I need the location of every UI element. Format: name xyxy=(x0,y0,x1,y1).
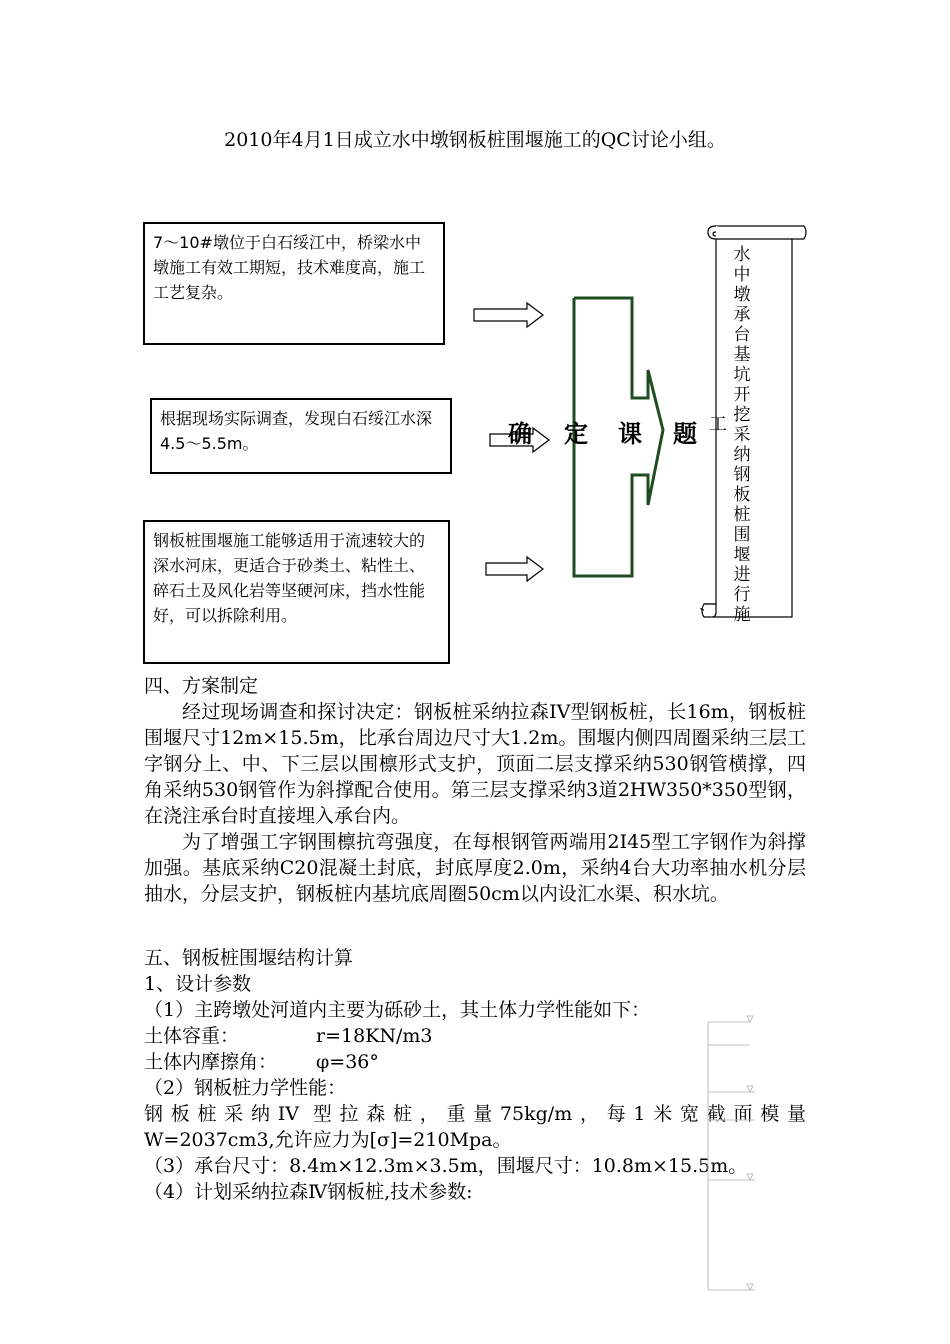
soil-friction-value: φ=36° xyxy=(316,1051,379,1073)
arrow-3-icon xyxy=(486,557,543,581)
steel-line-2: W=2037cm3,允许应力为[σ]=210Mpa。 xyxy=(144,1129,512,1151)
section-5-title: 五、钢板桩围堰结构计算 xyxy=(144,947,354,969)
design-params-title: 1、设计参数 xyxy=(144,973,252,995)
soil-item: （1）主跨墩处河道内主要为砾砂土，其土体力学性能如下： xyxy=(144,999,651,1021)
topic-char-3: 课 xyxy=(618,420,642,448)
soil-density-value: r=18KN/m3 xyxy=(316,1025,433,1047)
soil-density-label: 土体容重： xyxy=(144,1025,240,1047)
arrow-1-icon xyxy=(474,303,543,327)
sheet-pile-item: （4）计划采纳拉森Ⅳ钢板桩,技术参数: xyxy=(144,1181,473,1203)
scroll-topic-text: 水中墩承台基坑开挖采纳钢板桩围堰进行施 xyxy=(733,245,751,625)
reason-box-2: 根据现场实际调查，发现白石绥江水深4.5～5.5m。 xyxy=(150,398,452,474)
steel-line-1: 钢板桩采纳IV 型拉森桩，重量75kg/m，每1米宽截面模量 xyxy=(144,1103,806,1125)
page-heading: 2010年4月1日成立水中墩钢板桩围堰施工的QC讨论小组。 xyxy=(224,129,726,151)
soil-friction-label: 土体内摩擦角： xyxy=(144,1051,278,1073)
topic-char-1: 确 xyxy=(508,420,532,448)
topic-char-2: 定 xyxy=(564,420,588,448)
topic-char-4: 题 xyxy=(673,420,697,448)
cap-size-item: （3）承台尺寸：8.4m×12.3m×3.5m，围堰尺寸：10.8m×15.5m。 xyxy=(144,1155,748,1177)
section-4-paragraph-1: 经过现场调查和探讨决定：钢板桩采纳拉森IV型钢板桩，长16m，钢板桩围堰尺寸12m×15.5m，比承台周边尺寸大1.2m。围堰内侧四周圈采纳三层工字钢分上、中、下三层以围檩形式支护，顶面二层支撑采纳530钢管横撑，四角采纳530钢管作为斜撑配合使用。第三层支撑采纳3道2HW350*350型钢，在浇注承台时直接埋入承台内。 xyxy=(144,701,806,827)
section-4 xyxy=(144,673,806,907)
topic-side-char: 工 xyxy=(709,414,727,435)
steel-item: （2）钢板桩力学性能： xyxy=(144,1077,347,1099)
section-4-title: 四、方案制定 xyxy=(144,675,259,697)
reason-box-1: 7～10#墩位于白石绥江中，桥梁水中墩施工有效工期短，技术难度高，施工工艺复杂。 xyxy=(143,222,445,345)
reason-box-3: 钢板桩围堰施工能够适用于流速较大的深水河床，更适合于砂类土、粘性土、碎石土及风化岩等坚硬河床，挡水性能好，可以拆除利用。 xyxy=(143,520,450,664)
structure-sketch-icon xyxy=(700,1010,800,1300)
section-4-paragraph-2: 为了增强工字钢围檩抗弯强度，在每根钢管两端用2I45型工字钢作为斜撑加强。基底采纳C20混凝土封底，封底厚度2.0m，采纳4台大功率抽水机分层抽水，分层支护，钢板桩内基坑底周圈50cm以内设汇水渠、积水坑。 xyxy=(144,831,806,905)
